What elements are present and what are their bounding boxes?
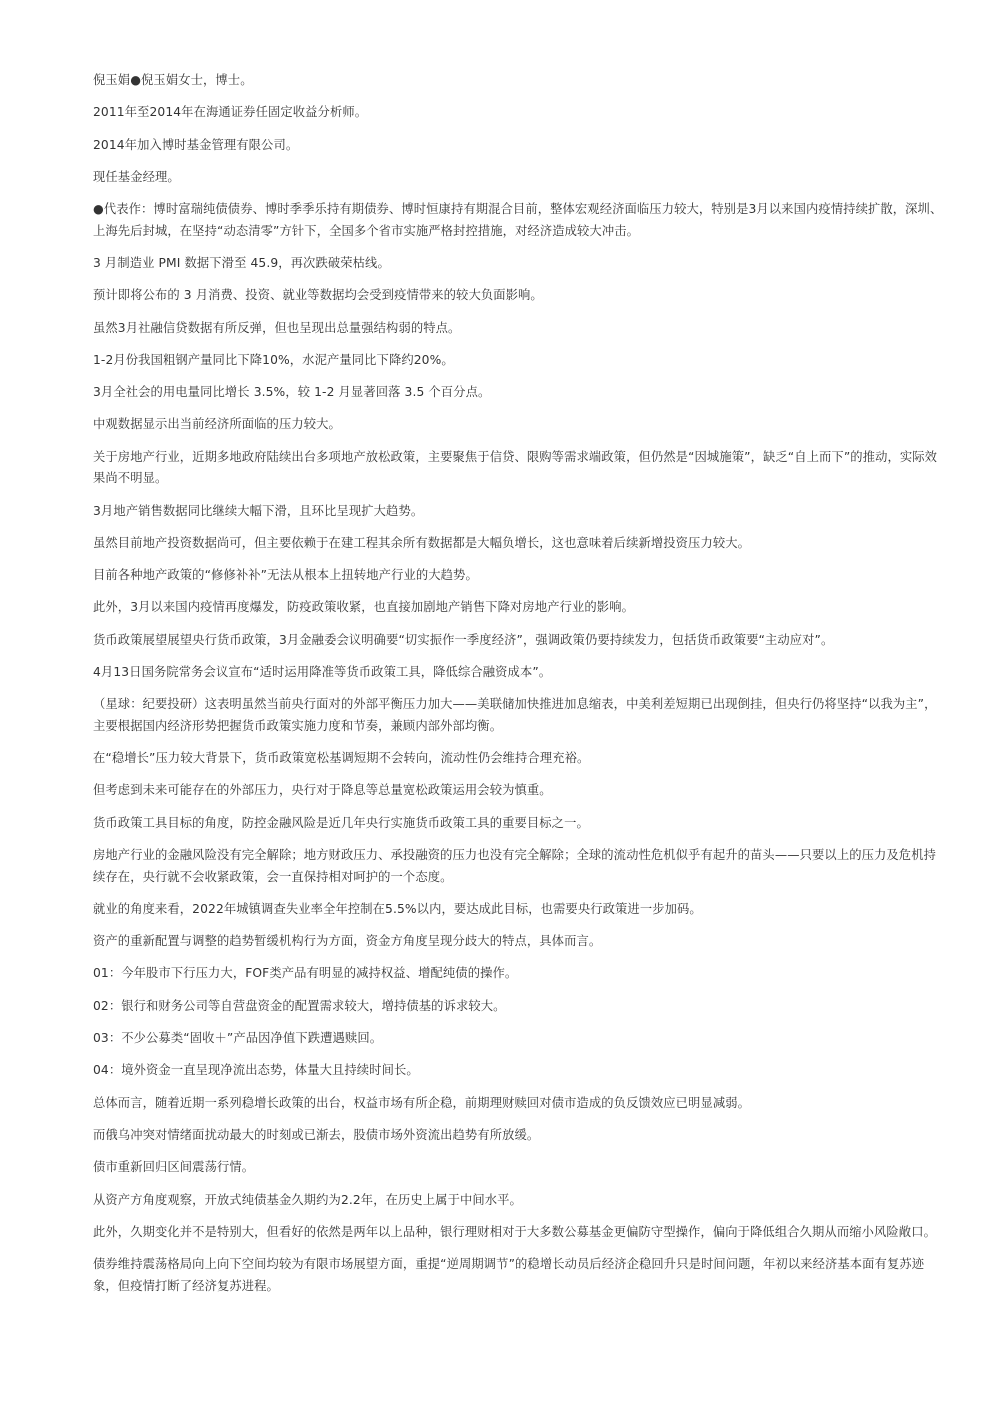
paragraph: 房地产行业的金融风险没有完全解除；地方财政压力、承投融资的压力也没有完全解除；全球的流动性危机似乎有起升的苗头——只要以上的压力及危机持续存在，央行就不会收紧政策，会一直保持相对呵护的一个态度。 <box>93 848 936 884</box>
paragraph: 此外，3月以来国内疫情再度爆发，防疫政策收紧，也直接加剧地产销售下降对房地产行业的影响。 <box>93 600 634 615</box>
paragraph: 1-2月份我国粗钢产量同比下降10%，水泥产量同比下降约20%。 <box>93 352 454 367</box>
paragraph: 但考虑到未来可能存在的外部压力，央行对于降息等总量宽松政策运用会较为慎重。 <box>93 783 552 798</box>
document-body <box>93 70 945 1308</box>
paragraph: （星球：纪要投研）这表明虽然当前央行面对的外部平衡压力加大——美联储加快推进加息缩表，中美利差短期已出现倒挂，但央行仍将坚持“以我为主”，主要根据国内经济形势把握货币政策实施力度和节奏，兼顾内部外部均衡。 <box>93 697 937 733</box>
paragraph: 债市重新回归区间震荡行情。 <box>93 1160 255 1175</box>
paragraph: ●代表作：博时富瑞纯债债券、博时季季乐持有期债券、博时恒康持有期混合目前，整体宏观经济面临压力较大，特别是3月以来国内疫情持续扩散，深圳、上海先后封城，在坚持“动态清零”方针下，全国多个省市实施严格封控措施，对经济造成较大冲击。 <box>93 202 943 238</box>
paragraph: 债券维持震荡格局向上向下空间均较为有限市场展望方面，重提“逆周期调节”的稳增长动员后经济企稳回升只是时间问题，年初以来经济基本面有复苏迹象，但疫情打断了经济复苏进程。 <box>93 1257 925 1293</box>
paragraph: 货币政策展望展望央行货币政策，3月金融委会议明确要“切实振作一季度经济”，强调政策仍要持续发力，包括货币政策要“主动应对”。 <box>93 632 834 647</box>
paragraph: 而俄乌冲突对情绪面扰动最大的时刻或已渐去，股债市场外资流出趋势有所放缓。 <box>93 1127 540 1142</box>
paragraph: 就业的角度来看，2022年城镇调查失业率全年控制在5.5%以内，要达成此目标，也需要央行政策进一步加码。 <box>93 901 702 916</box>
paragraph: 倪玉娟●倪玉娟女士，博士。 <box>93 73 253 87</box>
paragraph: 3 月制造业 PMI 数据下滑至 45.9，再次跌破荣枯线。 <box>93 255 390 270</box>
paragraph: 货币政策工具目标的角度，防控金融风险是近几年央行实施货币政策工具的重要目标之一。 <box>93 815 589 830</box>
paragraph: 3月地产销售数据同比继续大幅下滑，且环比呈现扩大趋势。 <box>93 503 424 518</box>
paragraph: 2014年加入博时基金管理有限公司。 <box>93 137 299 152</box>
paragraph: 此外，久期变化并不是特别大，但看好的依然是两年以上品种，银行理财相对于大多数公募基金更偏防守型操作，偏向于降低组合久期从而缩小风险敞口。 <box>93 1224 936 1239</box>
paragraph: 4月13日国务院常务会议宣布“适时运用降准等货币政策工具，降低综合融资成本”。 <box>93 665 552 680</box>
paragraph: 01：今年股市下行压力大，FOF类产品有明显的减持权益、增配纯债的操作。 <box>93 966 518 981</box>
paragraph: 2011年至2014年在海通证券任固定收益分析师。 <box>93 105 368 120</box>
paragraph: 在“稳增长”压力较大背景下，货币政策宽松基调短期不会转向，流动性仍会维持合理充裕。 <box>93 751 590 766</box>
paragraph: 预计即将公布的 3 月消费、投资、就业等数据均会受到疫情带来的较大负面影响。 <box>93 288 543 303</box>
paragraph: 虽然3月社融信贷数据有所反弹，但也呈现出总量强结构弱的特点。 <box>93 320 461 335</box>
paragraph: 关于房地产行业，近期多地政府陆续出台多项地产放松政策，主要聚焦于信贷、限购等需求端政策，但仍然是“因城施策”，缺乏“自上而下”的推动，实际效果尚不明显。 <box>93 449 938 486</box>
paragraph: 中观数据显示出当前经济所面临的压力较大。 <box>93 417 341 432</box>
paragraph: 虽然目前地产投资数据尚可，但主要依赖于在建工程其余所有数据都是大幅负增长，这也意味着后续新增投资压力较大。 <box>93 535 751 550</box>
paragraph: 04：境外资金一直呈现净流出态势，体量大且持续时间长。 <box>93 1063 419 1078</box>
paragraph: 目前各种地产政策的“修修补补”无法从根本上扭转地产行业的大趋势。 <box>93 568 478 583</box>
paragraph: 03：不少公募类“固收＋”产品因净值下跌遭遇赎回。 <box>93 1031 383 1046</box>
paragraph: 总体而言，随着近期一系列稳增长政策的出台，权益市场有所企稳，前期理财赎回对债市造成的负反馈效应已明显减弱。 <box>93 1095 751 1110</box>
paragraph: 02：银行和财务公司等自营盘资金的配置需求较大，增持债基的诉求较大。 <box>93 998 506 1013</box>
paragraph: 从资产方角度观察，开放式纯债基金久期约为2.2年，在历史上属于中间水平。 <box>93 1192 522 1207</box>
paragraph: 3月全社会的用电量同比增长 3.5%，较 1-2 月显著回落 3.5 个百分点。 <box>93 385 491 400</box>
paragraph: 现任基金经理。 <box>93 169 180 184</box>
paragraph: 资产的重新配置与调整的趋势暂缓机构行为方面，资金方角度呈现分歧大的特点，具体而言。 <box>93 934 602 949</box>
